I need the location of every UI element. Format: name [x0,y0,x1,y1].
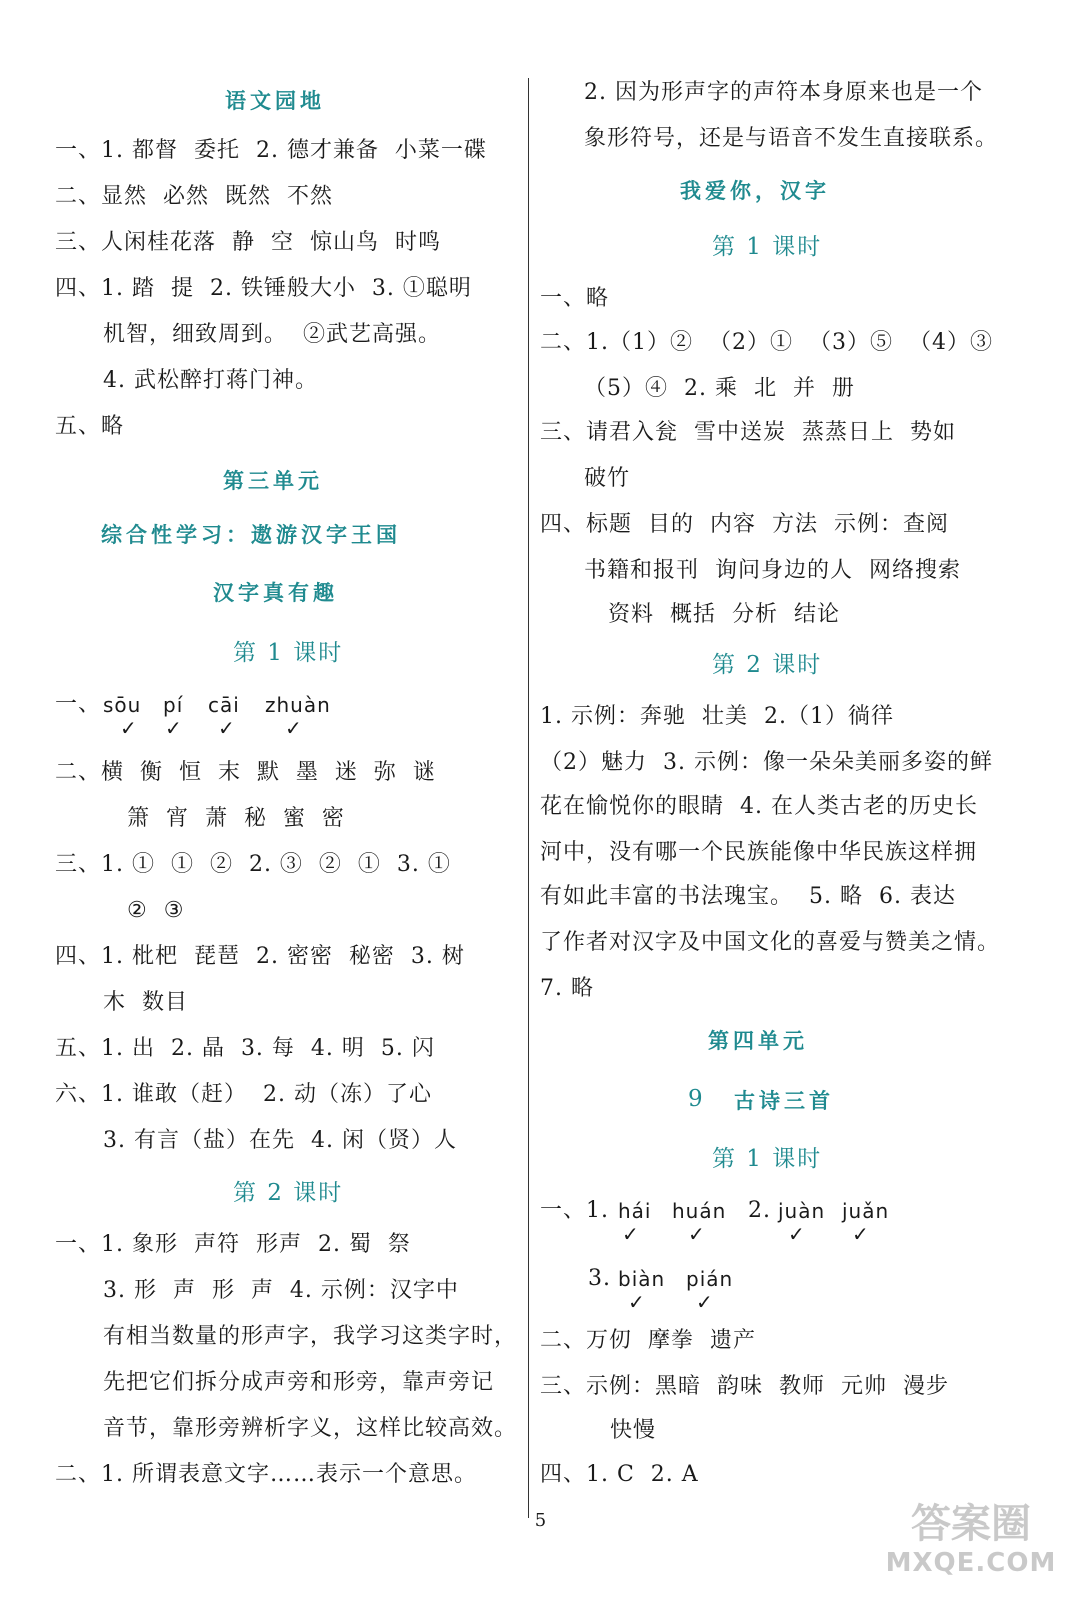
answer-line: 二、万仞 摩拳 遗产 [540,1328,756,1353]
answer-line: 六、1. 谁敢（赶） 2. 动（冻）了心 [55,1082,432,1107]
answer-line: ② ③ [127,898,185,923]
answer-line: 破竹 [584,466,631,491]
check-mark-icon: ✓ [788,1222,805,1246]
answer-line: 7. 略 [540,976,594,1001]
answer-line: 书籍和报刊 询问身边的人 网络搜索 [584,558,961,583]
unit-title-4: 第四单元 [708,1029,808,1053]
answer-line: 二、横 衡 恒 末 默 墨 迷 弥 谜 [55,760,436,785]
answer-line: 2. [748,1198,771,1223]
answer-line: 三、示例：黑暗 韵味 教师 元帅 漫步 [540,1374,949,1399]
section-title-garden: 语文园地 [225,89,325,113]
poem-number: 9 [688,1086,705,1112]
check-mark-icon: ✓ [622,1222,639,1246]
answer-line: 二、1.（1）② （2）① （3）⑤ （4）③ [540,330,993,355]
pinyin: biàn [618,1267,666,1291]
section-title-love: 我爱你，汉字 [680,179,830,203]
check-mark-icon: ✓ [628,1290,645,1314]
pinyin: pián [686,1267,734,1291]
answer-line: 音节，靠形旁辨析字义，这样比较高效。 [103,1416,518,1441]
answer-line: 了作者对汉字及中国文化的喜爱与赞美之情。 [540,930,1001,955]
answer-line: 二、显然 必然 既然 不然 [55,184,333,209]
pinyin: cāi [208,693,240,717]
answer-line: 四、1. 踏 提 2. 铁锤般大小 3. ①聪明 [55,276,472,301]
answer-line: 资料 概括 分析 结论 [608,602,840,627]
answer-line: 三、请君入瓮 雪中送炭 蒸蒸日上 势如 [540,420,956,445]
check-mark-icon: ✓ [852,1222,869,1246]
answer-line: 木 数目 [103,990,188,1015]
answer-line: 一、1. [540,1198,609,1223]
check-mark-icon: ✓ [120,716,137,740]
answer-line: 先把它们拆分成声旁和形旁，靠声旁记 [103,1370,495,1395]
lesson-heading-1: 第 1 课时 [712,234,823,260]
answer-line: 一、 [55,692,102,717]
unit-title-3: 第三单元 [223,469,323,493]
watermark-url: MXQE.COM [885,1548,1057,1578]
answer-line: 有如此丰富的书法瑰宝。 5. 略 6. 表达 [540,884,956,909]
lesson-heading-1b: 第 1 课时 [712,1146,823,1172]
lesson-heading-2: 第 2 课时 [712,652,823,678]
pinyin: juǎn [842,1199,890,1223]
pinyin: sōu [103,693,142,717]
section-title-poems: 古诗三首 [734,1089,834,1113]
section-title-study: 综合性学习：遨游汉字王国 [101,523,401,547]
column-divider [528,78,529,1518]
check-mark-icon: ✓ [696,1290,713,1314]
answer-line: 1. 示例：奔驰 壮美 2.（1）徜徉 [540,704,894,729]
answer-line: 箫 宵 萧 秘 蜜 密 [127,806,345,831]
answer-line: 快慢 [610,1418,657,1443]
answer-line: 四、1. 枇杷 琵琶 2. 密密 秘密 3. 树 [55,944,465,969]
pinyin: pí [163,693,184,717]
answer-line: 3. 有言（盐）在先 4. 闲（贤）人 [103,1128,457,1153]
section-title-fun: 汉字真有趣 [213,581,338,605]
answer-line: 4. 武松醉打蒋门神。 [103,368,318,393]
answer-line: 一、略 [540,286,610,311]
answer-line: 二、1. 所谓表意文字……表示一个意思。 [55,1462,477,1487]
answer-line: 有相当数量的形声字，我学习这类字时， [103,1324,518,1349]
answer-line: 一、1. 象形 声符 形声 2. 蜀 祭 [55,1232,411,1257]
answer-line: 三、人闲桂花落 静 空 惊山鸟 时鸣 [55,230,441,255]
answer-line: 3. 形 声 形 声 4. 示例：汉字中 [103,1278,459,1303]
pinyin: zhuàn [265,693,331,717]
answer-line: 一、1. 都督 委托 2. 德才兼备 小菜一碟 [55,138,487,163]
answer-line: 五、1. 出 2. 晶 3. 每 4. 明 5. 闪 [55,1036,435,1061]
page-number: 5 [534,1510,547,1531]
pinyin: juàn [778,1199,826,1223]
answer-line: 四、标题 目的 内容 方法 示例：查阅 [540,512,949,537]
answer-line: 四、1. C 2. A [540,1462,699,1487]
answer-line: 河中，没有哪一个民族能像中华民族这样拥 [540,840,978,865]
check-mark-icon: ✓ [165,716,182,740]
pinyin: hái [618,1199,652,1223]
check-mark-icon: ✓ [218,716,235,740]
answer-line: 2. 因为形声字的声符本身原来也是一个 [584,80,983,105]
answer-line: （2）魅力 3. 示例：像一朵朵美丽多姿的鲜 [540,750,993,775]
answer-line: 3. [588,1266,611,1291]
lesson-heading-1: 第 1 课时 [233,640,344,666]
check-mark-icon: ✓ [285,716,302,740]
answer-line: 三、1. ① ① ② 2. ③ ② ① 3. ① [55,852,451,877]
answer-line: 五、略 [55,414,125,439]
answer-line: 花在愉悦你的眼睛 4. 在人类古老的历史长 [540,794,978,819]
check-mark-icon: ✓ [688,1222,705,1246]
answer-line: 象形符号，还是与语音不发生直接联系。 [584,126,999,151]
answer-line: 机智，细致周到。 ②武艺高强。 [103,322,441,347]
pinyin: huán [672,1199,727,1223]
watermark-text: 答案圈 [911,1501,1031,1547]
answer-line: （5）④ 2. 乘 北 并 册 [584,376,855,401]
watermark-logo [881,1500,1061,1578]
lesson-heading-2: 第 2 课时 [233,1180,344,1206]
